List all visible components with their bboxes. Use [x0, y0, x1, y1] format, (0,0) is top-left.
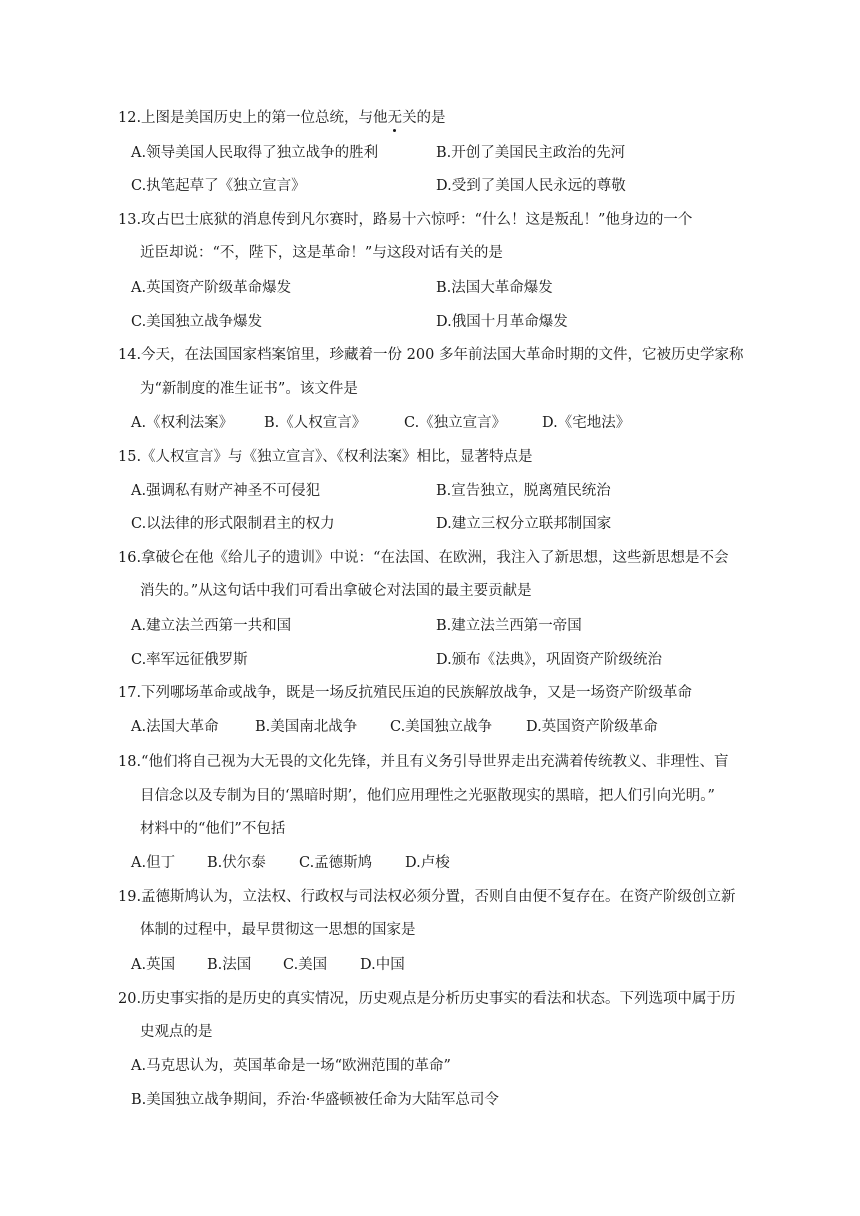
question-19-option-d[interactable]: D.中国: [360, 957, 405, 973]
emphasis-dot-char: 无: [387, 110, 403, 126]
question-18-option-d[interactable]: D.卢梭: [405, 855, 450, 871]
question-15-option-b[interactable]: B.宣告独立，脱离殖民统治: [436, 483, 611, 499]
question-16-stem-line-2: 消失的。”从这句话中我们可看出拿破仑对法国的最主要贡献是: [140, 583, 532, 599]
question-12-stem: 12.上图是美国历史上的第一位总统，与他无关的是: [118, 110, 446, 126]
question-16-option-a[interactable]: A.建立法兰西第一共和国: [131, 618, 292, 634]
question-16-option-d[interactable]: D.颁布《法典》，巩固资产阶级统治: [436, 652, 662, 668]
question-15-stem: 15.《人权宣言》与《独立宣言》、《权利法案》相比，显著特点是: [118, 449, 533, 465]
question-17-option-b[interactable]: B.美国南北战争: [255, 719, 358, 735]
question-14-stem-line-1: 14.今天，在法国国家档案馆里，珍藏着一份 200 多年前法国大革命时期的文件，它被历史学家称: [118, 347, 744, 363]
question-20-option-b[interactable]: B.美国独立战争期间，乔治·华盛顿被任命为大陆军总司令: [131, 1092, 499, 1108]
question-15-option-d[interactable]: D.建立三权分立联邦制国家: [436, 516, 612, 532]
question-19-stem-line-1: 19.孟德斯鸠认为，立法权、行政权与司法权必须分置，否则自由便不复存在。在资产阶级创立新: [118, 889, 736, 905]
question-18-option-a[interactable]: A.但丁: [131, 855, 176, 871]
question-18-option-b[interactable]: B.伏尔泰: [207, 855, 266, 871]
question-12-option-a[interactable]: A.领导美国人民取得了独立战争的胜利: [131, 145, 379, 161]
question-17-stem: 17.下列哪场革命或战争，既是一场反抗殖民压迫的民族解放战争，又是一场资产阶级革命: [118, 685, 693, 701]
question-12-option-b[interactable]: B.开创了美国民主政治的先河: [436, 145, 626, 161]
question-18-stem-line-2: 目信念以及专制为目的‘黑暗时期’，他们应用理性之光驱散现实的黑暗，把人们引向光明。”: [140, 788, 715, 804]
question-16-option-b[interactable]: B.建立法兰西第一帝国: [436, 618, 582, 634]
question-18-option-c[interactable]: C.孟德斯鸠: [299, 855, 373, 871]
question-18-stem-line-1: 18.“他们将自己视为大无畏的文化先锋，并且有义务引导世界走出充满着传统教义、非理性、盲: [118, 754, 729, 770]
question-17-option-a[interactable]: A.法国大革命: [131, 719, 219, 735]
question-14-stem-line-2: 为“新制度的准生证书”。该文件是: [140, 381, 358, 397]
question-20-stem-line-2: 史观点的是: [140, 1024, 213, 1040]
question-13-option-a[interactable]: A.英国资产阶级革命爆发: [131, 280, 292, 296]
question-19-option-c[interactable]: C.美国: [283, 957, 328, 973]
question-19-option-b[interactable]: B.法国: [207, 957, 252, 973]
question-15-option-c[interactable]: C.以法律的形式限制君主的权力: [131, 516, 335, 532]
question-13-option-b[interactable]: B.法国大革命爆发: [436, 280, 553, 296]
question-15-option-a[interactable]: A.强调私有财产神圣不可侵犯: [131, 483, 321, 499]
question-14-option-c[interactable]: C.《独立宣言》: [404, 415, 507, 431]
question-19-stem-line-2: 体制的过程中，最早贯彻这一思想的国家是: [140, 922, 416, 938]
question-16-stem-line-1: 16.拿破仑在他《给儿子的遗训》中说：“在法国、在欧洲，我注入了新思想，这些新思想是不会: [118, 550, 729, 566]
question-13-option-c[interactable]: C.美国独立战争爆发: [131, 314, 263, 330]
question-17-option-c[interactable]: C.美国独立战争: [390, 719, 493, 735]
question-19-option-a[interactable]: A.英国: [131, 957, 176, 973]
question-20-stem-line-1: 20.历史事实指的是历史的真实情况，历史观点是分析历史事实的看法和状态。下列选项中属于历: [118, 991, 736, 1007]
question-18-stem-line-3: 材料中的“他们”不包括: [140, 821, 286, 837]
question-14-option-d[interactable]: D.《宅地法》: [542, 415, 631, 431]
question-17-option-d[interactable]: D.英国资产阶级革命: [526, 719, 658, 735]
question-14-option-a[interactable]: A.《权利法案》: [131, 415, 234, 431]
question-13-stem-line-2: 近臣却说：“不，陛下，这是革命！”与这段对话有关的是: [140, 245, 503, 261]
question-14-option-b[interactable]: B.《人权宣言》: [264, 415, 367, 431]
question-20-option-a[interactable]: A.马克思认为，英国革命是一场“欧洲范围的革命”: [131, 1058, 451, 1074]
question-12-option-c[interactable]: C.执笔起草了《独立宣言》: [131, 178, 306, 194]
question-13-stem-line-1: 13.攻占巴士底狱的消息传到凡尔赛时，路易十六惊呼：“什么！这是叛乱！”他身边的一个: [118, 212, 693, 228]
question-16-option-c[interactable]: C.率军远征俄罗斯: [131, 652, 248, 668]
question-13-option-d[interactable]: D.俄国十月革命爆发: [436, 314, 568, 330]
question-12-option-d[interactable]: D.受到了美国人民永远的尊敬: [436, 178, 626, 194]
